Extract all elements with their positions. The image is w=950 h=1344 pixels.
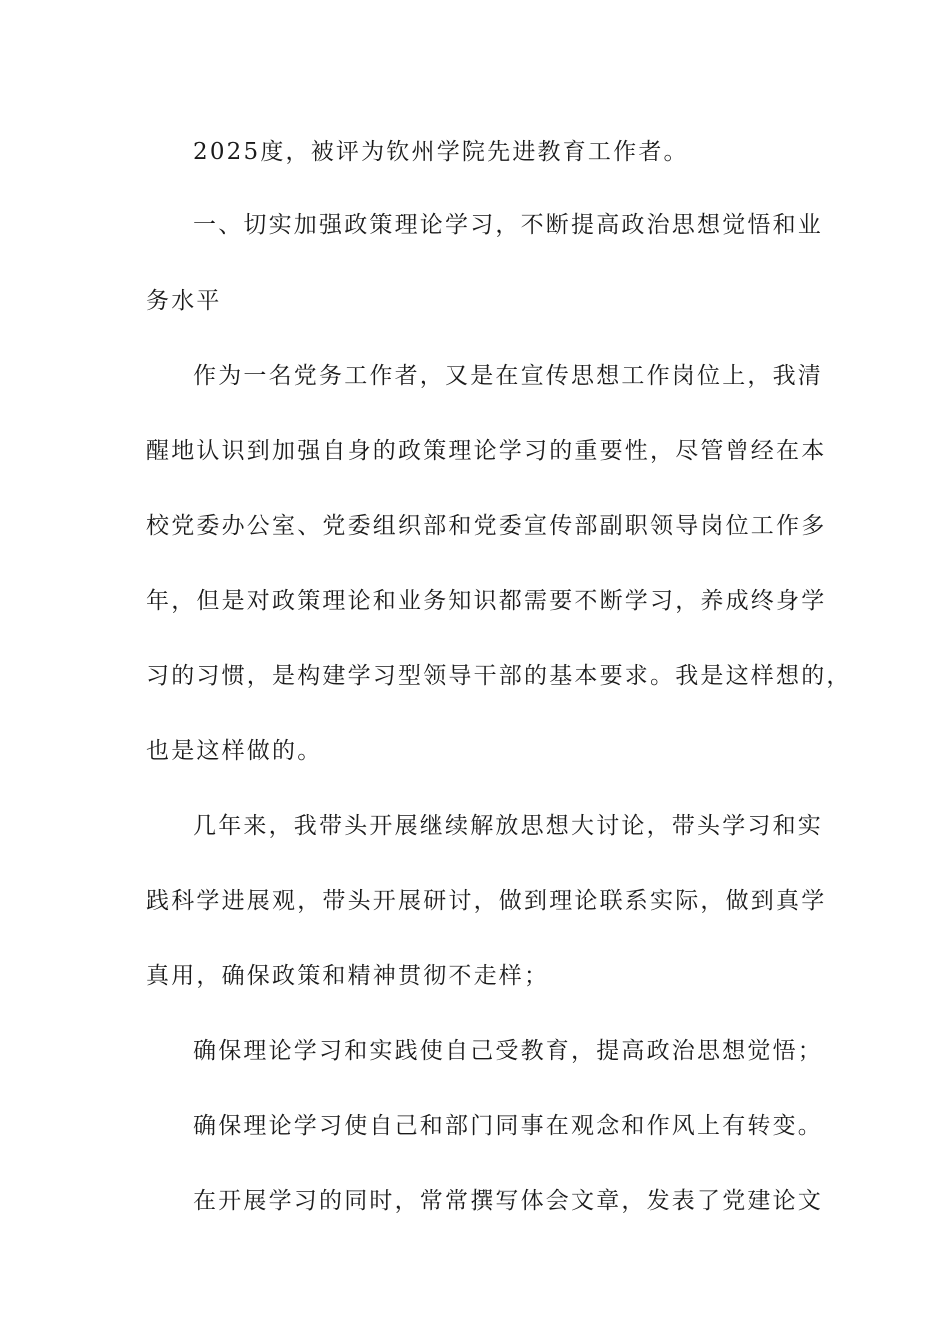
body-text-line: 作为一名党务工作者，又是在宣传思想工作岗位上，我清	[193, 363, 823, 389]
body-text-line: 几年来，我带头开展继续解放思想大讨论，带头学习和实	[193, 813, 823, 839]
body-text-line: 在开展学习的同时，常常撰写体会文章，发表了党建论文	[193, 1188, 823, 1214]
body-text-line: 践科学进展观，带头开展研讨，做到理论联系实际，做到真学	[146, 888, 827, 914]
body-text-line: 醒地认识到加强自身的政策理论学习的重要性，尽管曾经在本	[146, 438, 827, 464]
body-text-line: 年，但是对政策理论和业务知识都需要不断学习，养成终身学	[146, 588, 827, 614]
section-heading-continued: 务水平	[146, 288, 222, 314]
body-text-line: 校党委办公室、党委组织部和党委宣传部副职领导岗位工作多	[146, 513, 827, 539]
body-text-line: 2025度，被评为钦州学院先进教育工作者。	[193, 139, 689, 165]
section-heading: 一、切实加强政策理论学习，不断提高政治思想觉悟和业	[193, 212, 823, 238]
body-text-line: 习的习惯，是构建学习型领导干部的基本要求。我是这样想的，	[146, 663, 852, 689]
body-text-line: 确保理论学习和实践使自己受教育，提高政治思想觉悟；	[193, 1038, 823, 1064]
body-text-line: 也是这样做的。	[146, 738, 323, 764]
body-text-line: 确保理论学习使自己和部门同事在观念和作风上有转变。	[193, 1113, 823, 1139]
body-text-line: 真用，确保政策和精神贯彻不走样；	[146, 963, 550, 989]
